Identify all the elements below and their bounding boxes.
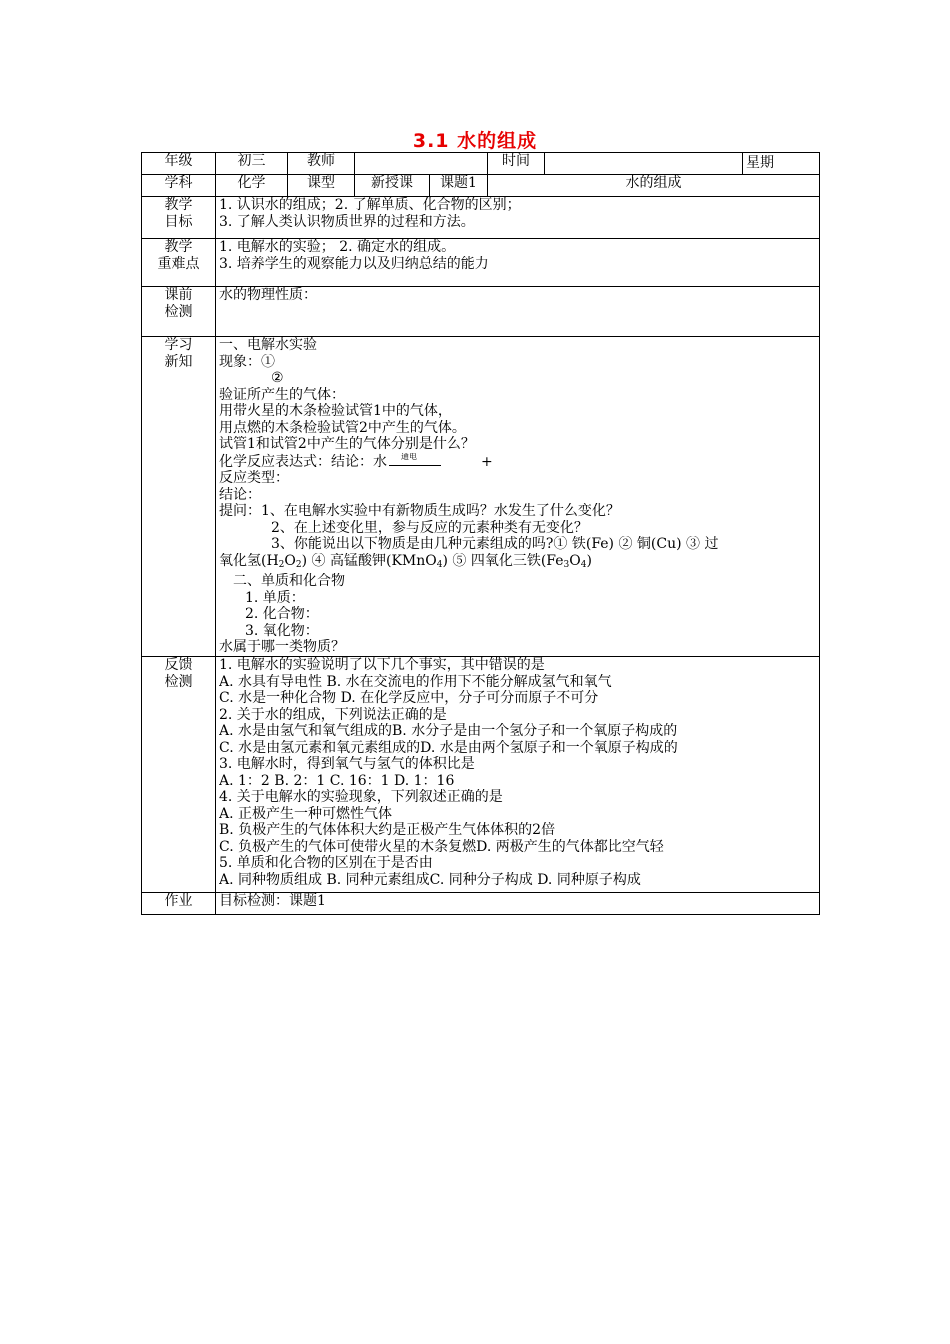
- feedback-line: 5. 单质和化合物的区别在于是否由: [219, 855, 433, 871]
- goals-line: 1. 认识水的组成；2. 了解单质、化合物的区别；: [219, 197, 521, 213]
- equation-prefix: 化学反应表达式：结论：水: [219, 453, 387, 470]
- section-heading: 一、电解水实验: [219, 337, 317, 353]
- goals-content: [216, 197, 820, 239]
- keypoints-line: 1. 电解水的实验； 2. 确定水的组成。: [219, 239, 456, 255]
- precheck-label-line2: 检测: [164, 303, 193, 320]
- grade-label: 年级: [142, 153, 216, 175]
- goals-label: [142, 197, 216, 239]
- weekday-label: 星期: [743, 153, 820, 175]
- keypoints-label-line1: 教学: [164, 239, 193, 255]
- page-title: 3.1 水的组成: [412, 130, 538, 152]
- keypoints-line: 3. 培养学生的观察能力以及归纳总结的能力: [219, 255, 489, 272]
- feedback-line: 4. 关于电解水的实验现象，下列叙述正确的是: [219, 789, 503, 805]
- feedback-line: A. 1：2 B. 2：1 C. 16：1 D. 1：16: [219, 772, 455, 789]
- ask-line: 3、你能说出以下物质是由几种元素组成的吗?① 铁(Fe) ② 铜(Cu) ③ 过: [271, 536, 719, 552]
- ask-text: 氧化氢(H: [219, 552, 279, 569]
- feedback-line: A. 水是由氢气和氧气组成的B. 水分子是由一个氢分子和一个氧原子构成的: [219, 723, 678, 739]
- subscript: 4: [436, 559, 443, 570]
- verify-line: 用带火星的木条检验试管1中的气体，: [219, 403, 452, 419]
- header-row-1: [142, 153, 820, 175]
- keypoints-content: [216, 239, 820, 287]
- subscript: 2: [278, 559, 285, 570]
- lesson-plan-table: [141, 152, 820, 915]
- feedback-line: C. 水是一种化合物 D. 在化学反应中，分子可分而原子不可分: [219, 690, 599, 706]
- reaction-type-line: 反应类型：: [219, 470, 289, 486]
- reaction-condition: 通电: [401, 452, 417, 461]
- subject-label: 学科: [142, 175, 216, 197]
- precheck-line: 水的物理性质：: [219, 287, 317, 303]
- newknowledge-row: [142, 337, 820, 657]
- homework-row: [142, 893, 820, 915]
- keypoints-label: [142, 239, 216, 287]
- subscript: 2: [295, 559, 302, 570]
- ask-text: ) ⑤ 四氧化三铁(Fe: [442, 552, 564, 569]
- feedback-line: A. 同种物质组成 B. 同种元素组成C. 同种分子构成 D. 同种原子构成: [219, 871, 641, 888]
- verify-line: 验证所产生的气体：: [219, 386, 345, 403]
- topic-label: 课题1: [430, 175, 488, 197]
- feedback-content: [216, 657, 820, 893]
- phenomenon-line: ②: [271, 370, 284, 386]
- ask-text: O: [569, 552, 581, 569]
- topic-value: 水的组成: [488, 175, 820, 197]
- goals-label-line2: 目标: [164, 213, 193, 230]
- feedback-line: A. 水具有导电性 B. 水在交流电的作用下不能分解成氢气和氧气: [219, 673, 612, 690]
- question-line: 试管1和试管2中产生的气体分别是什么？: [219, 436, 475, 452]
- item-line: 3. 氧化物：: [245, 622, 319, 639]
- goals-label-line1: 教学: [164, 197, 193, 213]
- homework-label: 作业: [142, 893, 216, 915]
- goals-line: 3. 了解人类认识物质世界的过程和方法。: [219, 213, 475, 230]
- ask-line: 2、在上述变化里，参与反应的元素种类有无变化？: [271, 519, 588, 536]
- feedback-label-line1: 反馈: [164, 657, 193, 673]
- goals-row: [142, 197, 820, 239]
- lesson-type-value: 新授课: [355, 175, 430, 197]
- newknowledge-content: [216, 337, 820, 657]
- feedback-line: 3. 电解水时，得到氧气与氢气的体积比是: [219, 756, 475, 772]
- homework-content: 目标检测：课题1: [216, 893, 820, 915]
- newknowledge-label-line1: 学习: [164, 337, 193, 353]
- subscript: 3: [563, 559, 570, 570]
- time-label: 时间: [488, 153, 545, 175]
- precheck-label: [142, 287, 216, 337]
- equation-line: [219, 453, 816, 471]
- feedback-line: 2. 关于水的组成，下列说法正确的是: [219, 706, 447, 723]
- verify-line: 用点燃的木条检验试管2中产生的气体。: [219, 419, 466, 436]
- subscript: 4: [580, 559, 587, 570]
- feedback-label-line2: 检测: [164, 673, 193, 690]
- equation-plus: +: [481, 453, 493, 470]
- feedback-row: [142, 657, 820, 893]
- time-value: [545, 153, 743, 175]
- feedback-line: B. 负极产生的气体体积大约是正极产生气体体积的2倍: [219, 822, 556, 838]
- item-line: 1. 单质：: [245, 589, 305, 606]
- ask-text: ) ④ 高锰酸钾(KMnO: [301, 552, 437, 569]
- grade-value: 初三: [216, 153, 288, 175]
- ask-line-continued: [219, 553, 816, 574]
- lesson-type-label: 课型: [288, 175, 355, 197]
- feedback-line: 1. 电解水的实验说明了以下几个事实，其中错误的是: [219, 657, 545, 673]
- precheck-row: [142, 287, 820, 337]
- teacher-value: [355, 153, 488, 175]
- feedback-line: C. 水是由氢元素和氧元素组成的D. 水是由两个氢原子和一个氧原子构成的: [219, 739, 678, 756]
- precheck-label-line1: 课前: [164, 287, 193, 303]
- keypoints-row: [142, 239, 820, 287]
- conclusion-line: 结论：: [219, 486, 261, 503]
- ask-text: ): [586, 552, 592, 569]
- newknowledge-label-line2: 新知: [164, 353, 193, 370]
- ask-line: 提问：1、在电解水实验中有新物质生成吗？水发生了什么变化？: [219, 503, 620, 519]
- feedback-line: A. 正极产生一种可燃性气体: [219, 805, 393, 822]
- keypoints-label-line2: 重难点: [157, 255, 200, 272]
- section-heading: 二、单质和化合物: [233, 573, 345, 589]
- precheck-content: [216, 287, 820, 337]
- item-line: 2. 化合物：: [245, 606, 319, 622]
- teacher-label: 教师: [288, 153, 355, 175]
- ask-text: O: [284, 552, 296, 569]
- question-line: 水属于哪一类物质？: [219, 639, 345, 655]
- newknowledge-label: [142, 337, 216, 657]
- feedback-line: C. 负极产生的气体可使带火星的木条复燃D. 两极产生的气体都比空气轻: [219, 838, 664, 855]
- phenomenon-line: 现象：①: [219, 353, 275, 370]
- header-row-2: [142, 175, 820, 197]
- reaction-arrow: [389, 453, 441, 466]
- feedback-label: [142, 657, 216, 893]
- subject-value: 化学: [216, 175, 288, 197]
